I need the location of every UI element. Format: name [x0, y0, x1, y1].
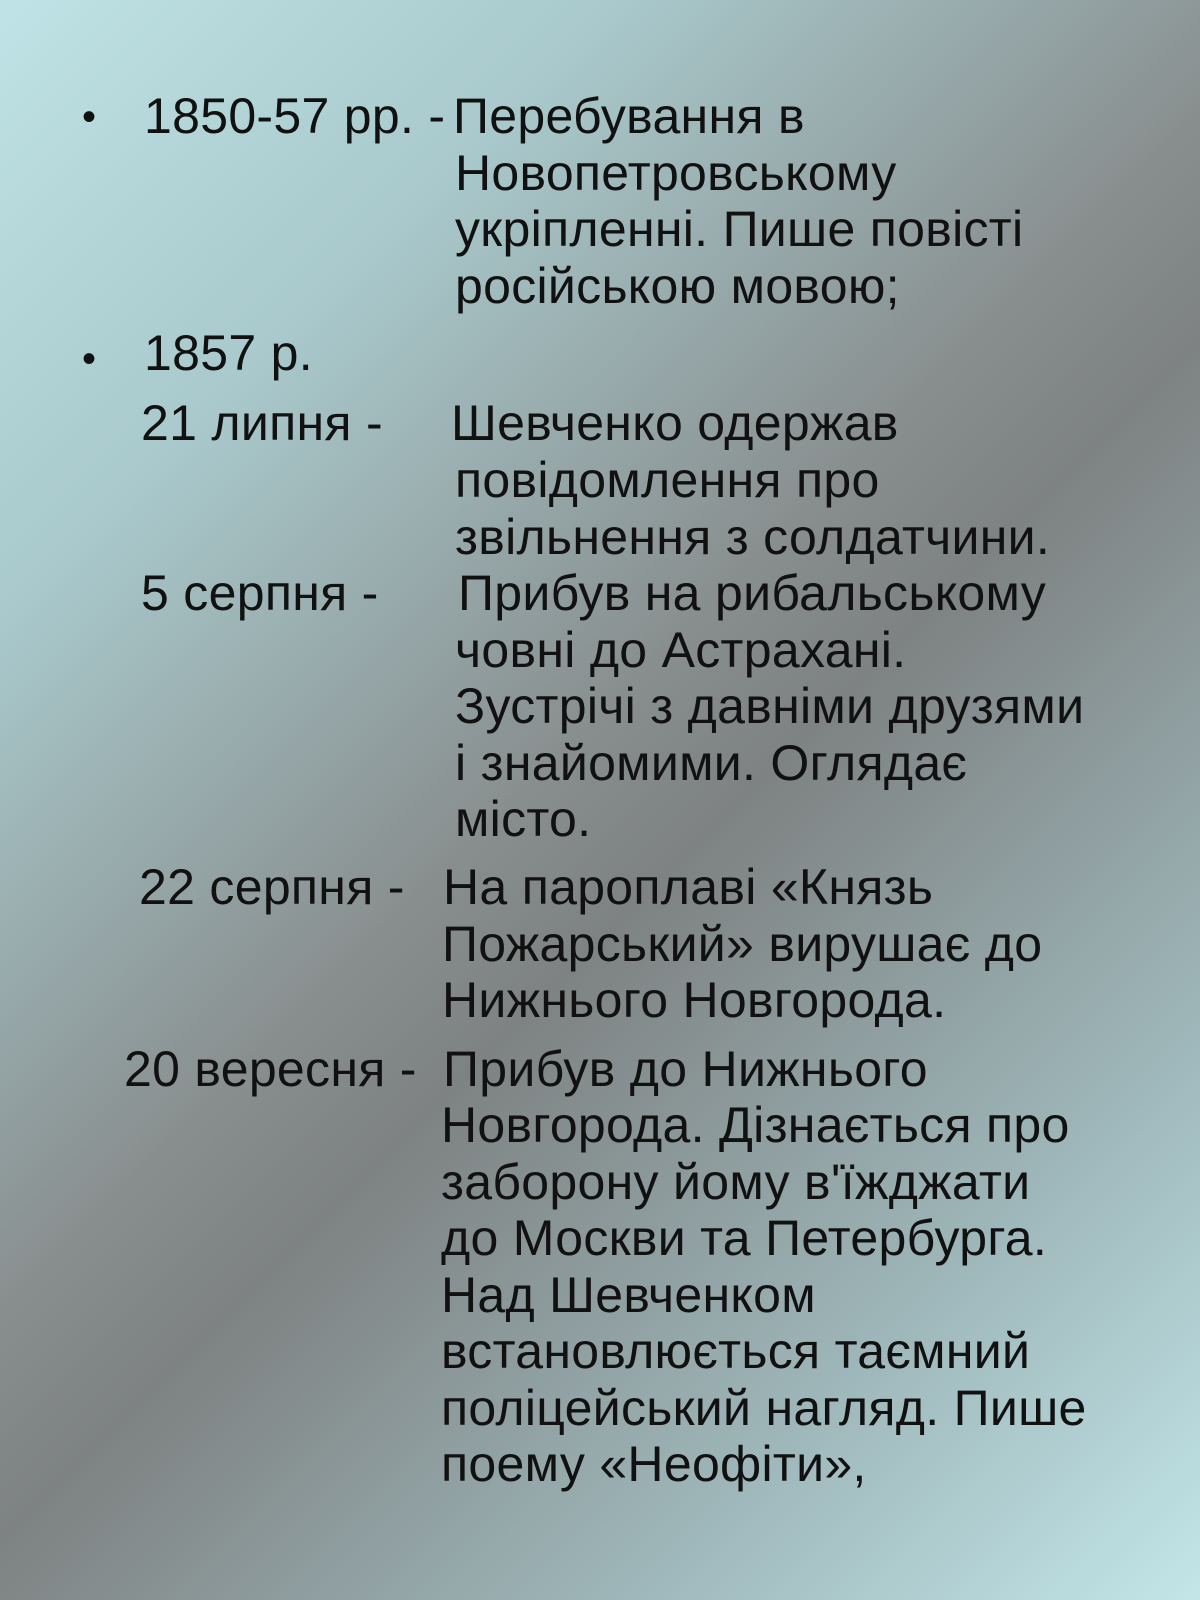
entry-text-line: Над Шевченком — [441, 1267, 816, 1323]
entry-text-line: поліцейський нагляд. Пише — [441, 1380, 1087, 1436]
entry-text-line: повідомлення про — [455, 452, 880, 508]
entry-text-line: поему «Неофіти», — [441, 1436, 867, 1492]
entry-text-line: заборону йому в'їжджати — [441, 1154, 1031, 1210]
entry-text-line: Перебування в — [453, 88, 805, 144]
entry-text-line: Прибув на рибальському — [458, 565, 1047, 621]
entry-date: 1857 р. — [144, 325, 313, 381]
entry-text-line: Зустрічі з давніми друзями — [455, 678, 1085, 734]
entry-date: 5 серпня - — [141, 565, 379, 621]
entry-text-line: до Москви та Петербурга. — [441, 1210, 1048, 1266]
entry-text-line: Прибув до Нижнього — [443, 1041, 928, 1097]
entry-text-line: Шевченко одержав — [451, 395, 899, 451]
entry-date: 21 липня - — [141, 395, 383, 451]
entry-text-line: звільнення з солдатчини. — [455, 509, 1051, 565]
entry-date: 20 вересня - — [124, 1041, 417, 1097]
entry-date: 22 серпня - — [139, 859, 405, 915]
entry-text-line: Новопетровському — [455, 145, 897, 201]
entry-text-line: місто. — [455, 791, 592, 847]
entry-text-line: Пожарський» вирушає до — [442, 916, 1043, 972]
entry-text-line: На пароплаві «Князь — [443, 859, 934, 915]
entry-date: 1850-57 рр. - — [144, 88, 446, 144]
entry-text-line: Новгорода. Дізнається про — [441, 1097, 1070, 1153]
entry-text-line: російською мовою; — [455, 258, 900, 314]
bullet-icon: • — [82, 337, 97, 381]
entry-text-line: Нижнього Новгорода. — [442, 972, 947, 1028]
bullet-icon: • — [82, 95, 97, 139]
entry-text-line: і знайомими. Оглядає — [455, 735, 968, 791]
entry-text-line: укріпленні. Пише повісті — [455, 201, 1024, 257]
entry-text-line: човні до Астрахані. — [455, 622, 907, 678]
entry-text-line: встановлюється таємний — [441, 1323, 1031, 1379]
